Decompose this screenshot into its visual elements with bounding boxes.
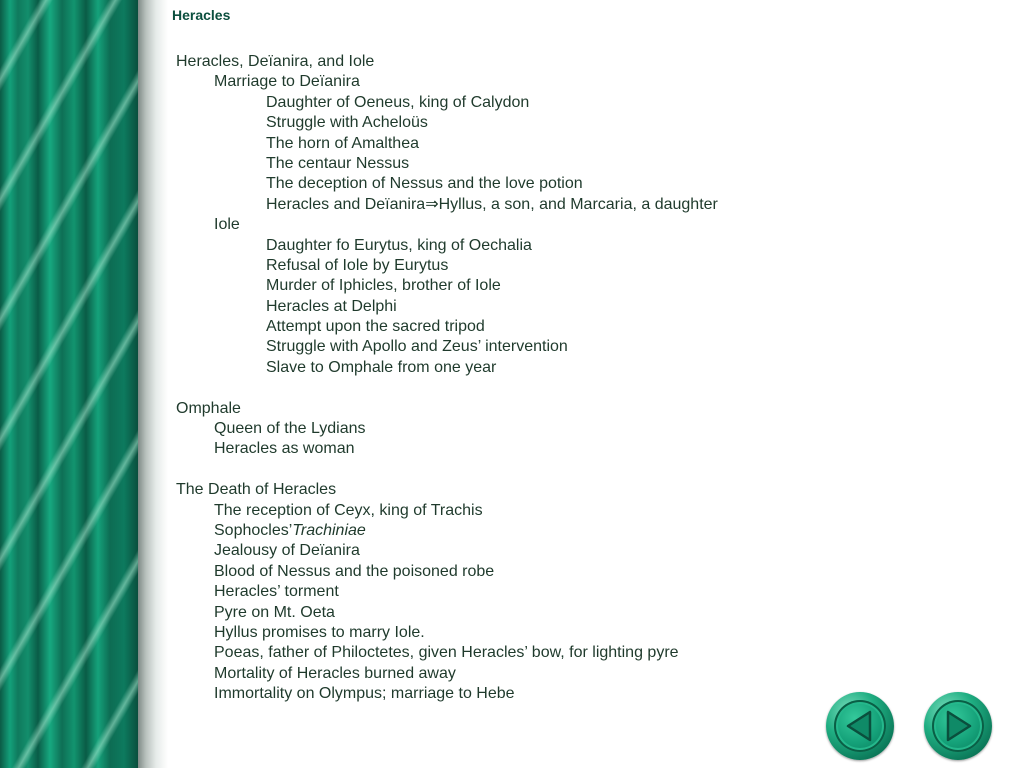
- work-title: Trachiniae: [292, 521, 366, 539]
- outline-spacer: [176, 378, 996, 398]
- decorative-sidebar: [0, 0, 138, 768]
- outline-item: Mortality of Heracles burned away: [214, 664, 456, 682]
- outline-item: The centaur Nessus: [266, 154, 410, 172]
- outline-item: Immortality on Olympus; marriage to Hebe: [214, 685, 515, 703]
- outline-item: Queen of the Lydians: [214, 420, 366, 438]
- outline-item: Pyre on Mt. Oeta: [214, 603, 335, 621]
- outline-item: Daughter of Oeneus, king of Calydon: [266, 93, 530, 111]
- outline-item: Marriage to Deïanira: [214, 73, 360, 91]
- outline-item: Refusal of Iole by Eurytus: [266, 256, 449, 274]
- outline-item: The reception of Ceyx, king of Trachis: [214, 501, 483, 519]
- next-slide-button[interactable]: [924, 692, 992, 760]
- outline-item: Iole: [214, 216, 240, 234]
- outline-item: The Death of Heracles: [176, 481, 337, 499]
- outline-item: Heracles at Delphi: [266, 297, 397, 315]
- outline-item: Struggle with Acheloüs: [266, 114, 428, 132]
- outline-item: Sophocles’Trachiniae: [214, 521, 366, 539]
- outline-item: Slave to Omphale from one year: [266, 358, 497, 376]
- outline-spacer: [176, 460, 996, 480]
- outline-item: Murder of Iphicles, brother of Iole: [266, 277, 501, 295]
- outline-item: Omphale: [176, 399, 241, 417]
- outline-item: Heracles, Deïanira, and Iole: [176, 53, 375, 70]
- outline-item: Jealousy of Deïanira: [214, 542, 360, 560]
- triangle-right-icon: [938, 706, 978, 746]
- outline-item: Heracles and Deïanira⇒Hyllus, a son, and Marcaria, a daughter: [266, 195, 718, 213]
- outline-list: [176, 52, 996, 705]
- outline-item: Heracles’ torment: [214, 583, 339, 601]
- outline-item: The horn of Amalthea: [266, 134, 419, 152]
- outline-item: Poeas, father of Philoctetes, given Heracles’ bow, for lighting pyre: [214, 644, 679, 662]
- slide-title: Heracles: [172, 7, 231, 23]
- outline-item: The deception of Nessus and the love potion: [266, 175, 583, 193]
- previous-slide-button[interactable]: [826, 692, 894, 760]
- outline-item: Struggle with Apollo and Zeus’ intervention: [266, 338, 568, 356]
- outline-item: Daughter fo Eurytus, king of Oechalia: [266, 236, 532, 254]
- outline-item: Hyllus promises to marry Iole.: [214, 623, 425, 641]
- outline-item: Blood of Nessus and the poisoned robe: [214, 562, 495, 580]
- outline-item: Heracles as woman: [214, 440, 355, 458]
- outline-item: Attempt upon the sacred tripod: [266, 318, 485, 336]
- sidebar-shadow: [138, 0, 168, 768]
- triangle-left-icon: [840, 706, 880, 746]
